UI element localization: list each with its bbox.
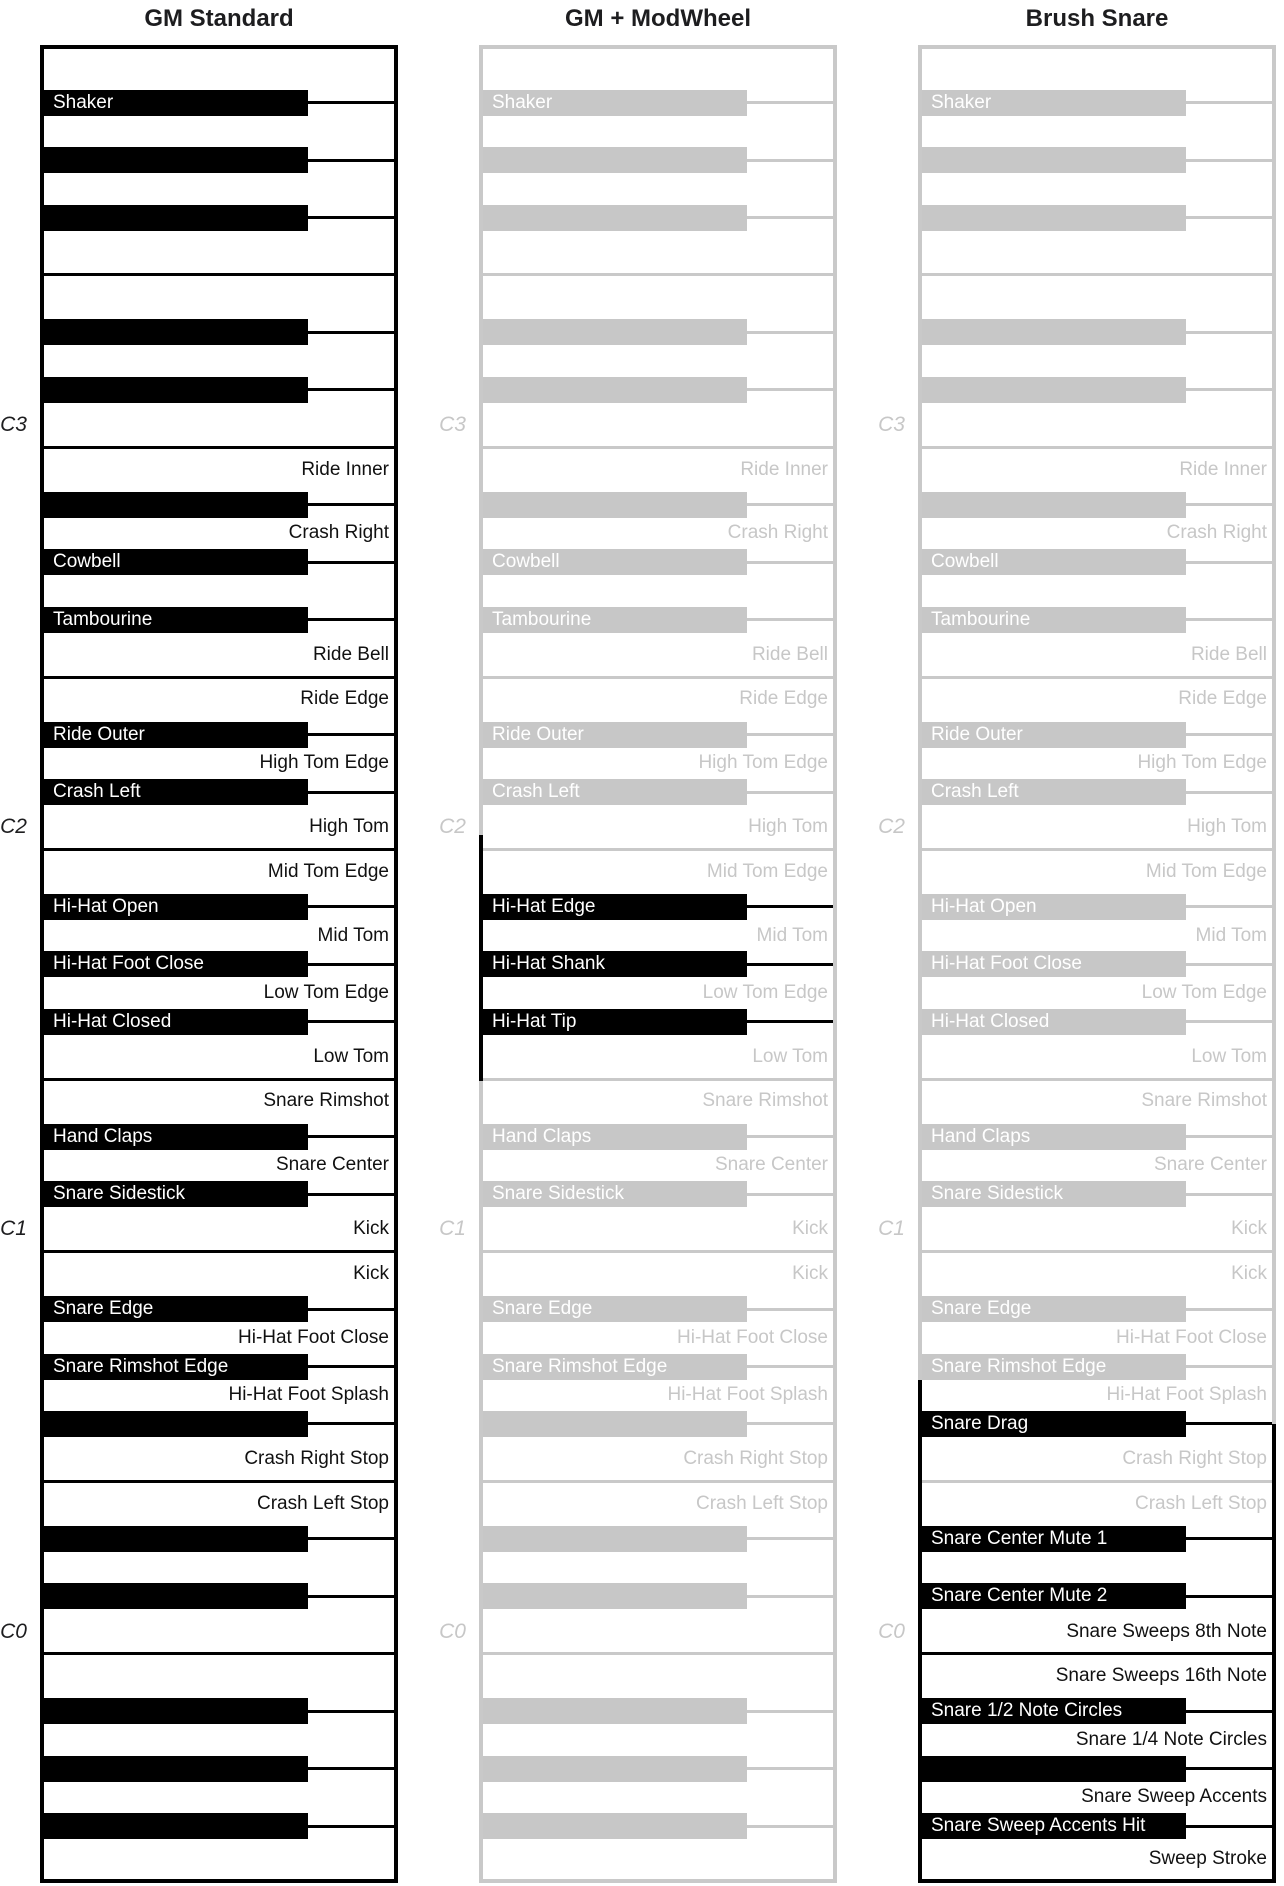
- gm-standard-black-key-label-C#1: Snare Sidestick: [53, 1183, 186, 1205]
- gm-standard-key-separator: [308, 1767, 394, 1770]
- gm-standard-white-key-label-B2: Ride Inner: [301, 458, 389, 480]
- brush-snare-key-separator: [1186, 905, 1272, 908]
- gm-standard-white-key-label-C2: High Tom: [309, 816, 389, 838]
- gm-standard-key-separator: [308, 1365, 394, 1368]
- brush-snare-octave-label-C0: C0: [878, 1619, 905, 1643]
- brush-snare-key-separator: [1186, 159, 1272, 162]
- brush-snare-black-key-label-F#0: Snare Drag: [931, 1412, 1029, 1434]
- gm-standard-key-separator: [308, 1422, 394, 1425]
- brush-snare-white-key-label-B0: Kick: [1231, 1262, 1267, 1284]
- brush-snare-key-separator: [1186, 1135, 1272, 1138]
- brush-snare-octave-line: [922, 1652, 1272, 1655]
- gm-modwheel-key-separator: [747, 1135, 833, 1138]
- brush-snare-white-key-label-G1: Low Tom Edge: [1141, 982, 1267, 1004]
- gm-modwheel-octave-label-C3: C3: [439, 413, 466, 437]
- gm-modwheel-black-key-A#2: [483, 492, 747, 518]
- gm-standard-black-key-label-C#2: Crash Left: [53, 781, 141, 802]
- gm-standard-black-key-label-D#1: Hand Claps: [53, 1125, 153, 1147]
- gm-standard-black-key-C#0: [44, 1583, 308, 1609]
- brush-snare-white-key-label-B2: Ride Inner: [1179, 458, 1267, 480]
- gm-modwheel-white-key-label-E1: Snare Rimshot: [702, 1090, 828, 1112]
- brush-snare-black-key-label-D#0: Snare Center Mute 1: [931, 1527, 1108, 1549]
- gm-modwheel-black-key-label-F#2: Tambourine: [492, 608, 592, 630]
- gm-modwheel-octave-label-C2: C2: [439, 815, 466, 839]
- gm-modwheel-key-separator: [747, 791, 833, 794]
- gm-modwheel-octave-line: [483, 848, 833, 851]
- brush-snare-octave-line: [922, 1078, 1272, 1081]
- brush-snare-white-key-label-C0: Snare Sweeps 8th Note: [1066, 1620, 1267, 1642]
- gm-modwheel-white-key-label-D2: High Tom Edge: [698, 752, 828, 774]
- brush-snare-black-key-label-A#3: Shaker: [931, 91, 992, 113]
- gm-standard-octave-label-C3: C3: [0, 413, 27, 437]
- gm-modwheel-black-key-D#0: [483, 1526, 747, 1552]
- brush-snare-white-key-label-A0: Hi-Hat Foot Close: [1116, 1326, 1267, 1348]
- gm-modwheel-white-key-label-A0: Hi-Hat Foot Close: [677, 1326, 828, 1348]
- brush-snare-white-key-label-B1: Mid Tom Edge: [1145, 860, 1267, 882]
- gm-modwheel-black-key-F#3: [483, 205, 747, 231]
- gm-modwheel-octave-line: [483, 1078, 833, 1081]
- brush-snare-white-key-label-A2: Crash Right: [1166, 522, 1267, 544]
- gm-modwheel-black-key-label-G#2: Cowbell: [492, 551, 560, 573]
- brush-snare-key-separator: [1186, 1825, 1272, 1828]
- gm-modwheel-white-key-label-D1: Snare Center: [714, 1154, 828, 1176]
- gm-standard-key-separator: [308, 1193, 394, 1196]
- gm-standard-white-key-label-E1: Snare Rimshot: [263, 1090, 389, 1112]
- gm-standard-key-separator: [308, 561, 394, 564]
- brush-snare-black-key-A#2: [922, 492, 1186, 518]
- gm-standard-black-key-G#3: [44, 147, 308, 173]
- column-header-gm-modwheel: GM + ModWheel: [565, 5, 751, 32]
- brush-snare-white-key-label-E1: Snare Rimshot: [1141, 1090, 1267, 1112]
- gm-modwheel-octave-label-C0: C0: [439, 1619, 466, 1643]
- keyboard-gm-modwheel: [439, 45, 837, 1883]
- gm-standard-key-separator: [308, 791, 394, 794]
- gm-modwheel-black-key-G#3: [483, 147, 747, 173]
- gm-standard-black-key-label-A#3: Shaker: [53, 91, 114, 113]
- gm-modwheel-black-key-label-G#0: Snare Rimshot Edge: [492, 1355, 668, 1377]
- gm-standard-black-key-F#0: [44, 1411, 308, 1437]
- gm-standard-white-key-label-E2: Ride Edge: [300, 688, 389, 710]
- keyboard-gm-standard: [0, 45, 398, 1883]
- brush-snare-black-key-label-A#1: Hi-Hat Open: [931, 895, 1037, 917]
- gm-standard-black-key-A#2: [44, 492, 308, 518]
- brush-snare-black-key-label-G#1: Hi-Hat Foot Close: [931, 953, 1082, 975]
- gm-standard-black-key-D#3: [44, 319, 308, 345]
- gm-standard-white-key-label-B1: Mid Tom Edge: [267, 860, 389, 882]
- keyboard-brush-snare: [878, 45, 1276, 1883]
- gm-standard-white-key-label-G0: Hi-Hat Foot Splash: [228, 1384, 389, 1406]
- brush-snare-key-separator: [1186, 1308, 1272, 1311]
- gm-modwheel-octave-label-C1: C1: [439, 1217, 466, 1241]
- gm-standard-octave-line: [44, 848, 394, 851]
- brush-snare-white-key-label-A-1: Snare 1/4 Note Circles: [1075, 1728, 1267, 1750]
- gm-standard-key-separator: [308, 1308, 394, 1311]
- gm-modwheel-key-separator: [747, 503, 833, 506]
- brush-snare-black-key-label-C#1: Snare Sidestick: [931, 1183, 1064, 1205]
- gm-standard-key-separator: [308, 963, 394, 966]
- brush-snare-black-key-G#3: [922, 147, 1186, 173]
- gm-modwheel-white-key-label-E0: Crash Left Stop: [695, 1492, 828, 1514]
- gm-standard-key-separator: [308, 1537, 394, 1540]
- brush-snare-white-key-label-F1: Low Tom: [1191, 1046, 1267, 1068]
- brush-snare-octave-line: [922, 676, 1272, 679]
- gm-standard-octave-line: [44, 1480, 394, 1483]
- gm-modwheel-black-key-label-C#1: Snare Sidestick: [492, 1183, 625, 1205]
- brush-snare-key-separator: [1186, 1020, 1272, 1023]
- gm-modwheel-key-separator: [747, 963, 833, 966]
- gm-modwheel-key-separator: [747, 331, 833, 334]
- brush-snare-key-separator: [1186, 216, 1272, 219]
- gm-standard-white-key-label-A2: Crash Right: [288, 522, 389, 544]
- gm-modwheel-octave-line: [483, 1652, 833, 1655]
- gm-standard-white-key-label-F0: Crash Right Stop: [244, 1448, 389, 1470]
- gm-modwheel-key-separator: [747, 905, 833, 908]
- brush-snare-key-separator: [1186, 1710, 1272, 1713]
- gm-standard-black-key-label-G#2: Cowbell: [53, 551, 121, 573]
- brush-snare-octave-line: [922, 848, 1272, 851]
- brush-snare-black-key-label-D#1: Hand Claps: [931, 1125, 1031, 1147]
- brush-snare-key-separator: [1186, 561, 1272, 564]
- gm-standard-octave-line: [44, 273, 394, 276]
- gm-standard-octave-line: [44, 1652, 394, 1655]
- gm-standard-white-key-label-C1: Kick: [353, 1218, 389, 1240]
- gm-standard-white-key-label-D1: Snare Center: [275, 1154, 389, 1176]
- gm-modwheel-key-separator: [747, 1710, 833, 1713]
- gm-modwheel-white-key-label-B0: Kick: [792, 1262, 828, 1284]
- brush-snare-white-key-label-G0: Hi-Hat Foot Splash: [1106, 1384, 1267, 1406]
- column-gm-modwheel: [439, 0, 837, 1886]
- gm-modwheel-keyboard-border-accent: [479, 835, 483, 1081]
- brush-snare-black-key-label-C#0: Snare Center Mute 2: [931, 1585, 1108, 1607]
- gm-standard-black-key-F#3: [44, 205, 308, 231]
- gm-standard-key-separator: [308, 905, 394, 908]
- brush-snare-octave-line: [922, 273, 1272, 276]
- gm-standard-keyboard-border-right: [394, 45, 398, 1883]
- gm-modwheel-key-separator: [747, 1422, 833, 1425]
- gm-modwheel-key-separator: [747, 733, 833, 736]
- brush-snare-white-key-label-B-1: Snare Sweeps 16th Note: [1055, 1664, 1267, 1686]
- gm-modwheel-black-key-A#-1: [483, 1698, 747, 1724]
- gm-modwheel-black-key-F#0: [483, 1411, 747, 1437]
- gm-standard-keyboard-border-left: [40, 45, 44, 1883]
- brush-snare-white-key-label-F2: Ride Bell: [1190, 643, 1267, 665]
- gm-modwheel-octave-line: [483, 273, 833, 276]
- column-header-gm-standard: GM Standard: [144, 5, 294, 32]
- brush-snare-key-separator: [1186, 1537, 1272, 1540]
- brush-snare-black-key-label-D#2: Ride Outer: [931, 723, 1023, 745]
- gm-modwheel-white-key-label-G1: Low Tom Edge: [702, 982, 828, 1004]
- gm-standard-white-key-label-F2: Ride Bell: [312, 643, 389, 665]
- gm-standard-key-separator: [308, 1710, 394, 1713]
- gm-standard-black-key-label-F#2: Tambourine: [53, 608, 153, 630]
- gm-modwheel-key-separator: [747, 1020, 833, 1023]
- gm-standard-black-key-A#-1: [44, 1698, 308, 1724]
- gm-modwheel-white-key-label-B1: Mid Tom Edge: [706, 860, 828, 882]
- brush-snare-key-separator: [1186, 963, 1272, 966]
- brush-snare-black-key-label-A#0: Snare Edge: [931, 1298, 1032, 1320]
- gm-modwheel-key-separator: [747, 101, 833, 104]
- gm-standard-key-separator: [308, 503, 394, 506]
- gm-standard-black-key-label-A#0: Snare Edge: [53, 1298, 154, 1320]
- gm-modwheel-white-key-label-C2: High Tom: [748, 816, 828, 838]
- gm-standard-octave-line: [44, 1078, 394, 1081]
- brush-snare-keyboard-border-accent: [918, 1380, 922, 1883]
- gm-modwheel-white-key-label-E2: Ride Edge: [739, 688, 828, 710]
- gm-modwheel-white-key-label-A1: Mid Tom: [756, 924, 828, 946]
- gm-modwheel-key-separator: [747, 1537, 833, 1540]
- brush-snare-white-key-label-F0: Crash Right Stop: [1122, 1448, 1267, 1470]
- gm-modwheel-octave-line: [483, 676, 833, 679]
- gm-modwheel-keyboard-border-right: [833, 45, 837, 1883]
- gm-modwheel-white-key-label-F2: Ride Bell: [751, 643, 828, 665]
- brush-snare-key-separator: [1186, 1193, 1272, 1196]
- gm-standard-octave-label-C2: C2: [0, 815, 27, 839]
- gm-modwheel-key-separator: [747, 1365, 833, 1368]
- gm-standard-key-separator: [308, 733, 394, 736]
- gm-standard-black-key-G#-1: [44, 1756, 308, 1782]
- gm-standard-white-key-label-A1: Mid Tom: [317, 924, 389, 946]
- brush-snare-white-key-label-A1: Mid Tom: [1195, 924, 1267, 946]
- gm-modwheel-key-separator: [747, 1595, 833, 1598]
- brush-snare-white-key-label-G-1: Snare Sweep Accents: [1081, 1786, 1267, 1808]
- gm-standard-key-separator: [308, 101, 394, 104]
- brush-snare-black-key-label-F#1: Hi-Hat Closed: [931, 1010, 1050, 1032]
- gm-modwheel-key-separator: [747, 216, 833, 219]
- gm-modwheel-keyboard-border-bottom: [479, 1879, 837, 1883]
- gm-modwheel-white-key-label-C1: Kick: [792, 1218, 828, 1240]
- gm-modwheel-white-key-label-F1: Low Tom: [752, 1046, 828, 1068]
- brush-snare-key-separator: [1186, 503, 1272, 506]
- gm-standard-keyboard-border-bottom: [40, 1879, 398, 1883]
- brush-snare-white-key-label-C1: Kick: [1231, 1218, 1267, 1240]
- brush-snare-keyboard-border-accent: [918, 1879, 1276, 1883]
- gm-modwheel-black-key-label-C#2: Crash Left: [492, 781, 580, 802]
- gm-standard-black-key-D#0: [44, 1526, 308, 1552]
- brush-snare-keyboard-border-accent: [1272, 1424, 1276, 1883]
- brush-snare-white-key-label-C2: High Tom: [1187, 816, 1267, 838]
- brush-snare-key-separator: [1186, 1365, 1272, 1368]
- gm-standard-key-separator: [308, 1595, 394, 1598]
- gm-standard-key-separator: [308, 1825, 394, 1828]
- brush-snare-white-key-label-F-1: Sweep Stroke: [1148, 1848, 1267, 1870]
- brush-snare-white-key-label-D2: High Tom Edge: [1137, 752, 1267, 774]
- gm-modwheel-black-key-label-A#3: Shaker: [492, 91, 553, 113]
- gm-modwheel-key-separator: [747, 388, 833, 391]
- gm-modwheel-white-key-label-B2: Ride Inner: [740, 458, 828, 480]
- gm-modwheel-key-separator: [747, 1767, 833, 1770]
- gm-modwheel-black-key-C#3: [483, 377, 747, 403]
- column-brush-snare: [878, 0, 1276, 1886]
- brush-snare-black-key-label-A#-1: Snare 1/2 Note Circles: [931, 1700, 1123, 1722]
- gm-standard-octave-line: [44, 446, 394, 449]
- brush-snare-octave-label-C2: C2: [878, 815, 905, 839]
- gm-standard-black-key-label-G#1: Hi-Hat Foot Close: [53, 953, 204, 975]
- brush-snare-octave-line: [922, 446, 1272, 449]
- brush-snare-octave-label-C1: C1: [878, 1217, 905, 1241]
- gm-standard-octave-label-C1: C1: [0, 1217, 27, 1241]
- brush-snare-octave-line: [922, 1250, 1272, 1253]
- brush-snare-black-key-F#3: [922, 205, 1186, 231]
- gm-standard-key-separator: [308, 159, 394, 162]
- brush-snare-black-key-G#-1: [922, 1756, 1186, 1782]
- gm-modwheel-black-key-label-G#1: Hi-Hat Shank: [492, 953, 605, 975]
- gm-standard-white-key-label-G1: Low Tom Edge: [263, 982, 389, 1004]
- brush-snare-octave-line: [922, 1480, 1272, 1483]
- gm-modwheel-key-separator: [747, 1308, 833, 1311]
- gm-standard-octave-line: [44, 676, 394, 679]
- column-gm-standard: [0, 0, 398, 1886]
- gm-standard-black-key-label-D#2: Ride Outer: [53, 723, 145, 745]
- brush-snare-white-key-label-E0: Crash Left Stop: [1134, 1492, 1267, 1514]
- gm-standard-black-key-label-A#1: Hi-Hat Open: [53, 895, 159, 917]
- brush-snare-key-separator: [1186, 1595, 1272, 1598]
- brush-snare-white-key-label-E2: Ride Edge: [1178, 688, 1267, 710]
- gm-modwheel-white-key-label-A2: Crash Right: [727, 522, 828, 544]
- gm-modwheel-key-separator: [747, 1825, 833, 1828]
- gm-modwheel-white-key-label-F0: Crash Right Stop: [683, 1448, 828, 1470]
- gm-modwheel-white-key-label-G0: Hi-Hat Foot Splash: [667, 1384, 828, 1406]
- brush-snare-key-separator: [1186, 791, 1272, 794]
- gm-standard-octave-label-C0: C0: [0, 1619, 27, 1643]
- gm-modwheel-key-separator: [747, 1193, 833, 1196]
- gm-modwheel-octave-line: [483, 1480, 833, 1483]
- gm-standard-black-key-C#3: [44, 377, 308, 403]
- gm-modwheel-black-key-D#3: [483, 319, 747, 345]
- brush-snare-black-key-D#3: [922, 319, 1186, 345]
- brush-snare-black-key-label-C#2: Crash Left: [931, 781, 1019, 802]
- gm-modwheel-black-key-G#-1: [483, 1756, 747, 1782]
- gm-modwheel-black-key-C#0: [483, 1583, 747, 1609]
- gm-standard-key-separator: [308, 331, 394, 334]
- gm-modwheel-key-separator: [747, 561, 833, 564]
- gm-standard-key-separator: [308, 618, 394, 621]
- gm-standard-black-key-label-G#0: Snare Rimshot Edge: [53, 1355, 229, 1377]
- gm-standard-black-key-F#-1: [44, 1813, 308, 1839]
- brush-snare-black-key-label-F#2: Tambourine: [931, 608, 1031, 630]
- brush-snare-octave-label-C3: C3: [878, 413, 905, 437]
- brush-snare-key-separator: [1186, 1767, 1272, 1770]
- gm-modwheel-key-separator: [747, 159, 833, 162]
- brush-snare-black-key-label-G#2: Cowbell: [931, 551, 999, 573]
- brush-snare-key-separator: [1186, 1422, 1272, 1425]
- gm-modwheel-octave-line: [483, 1250, 833, 1253]
- gm-standard-black-key-label-F#1: Hi-Hat Closed: [53, 1010, 172, 1032]
- gm-standard-key-separator: [308, 1135, 394, 1138]
- gm-modwheel-keyboard-border-top: [479, 45, 837, 49]
- brush-snare-black-key-label-G#0: Snare Rimshot Edge: [931, 1355, 1107, 1377]
- gm-standard-white-key-label-B0: Kick: [353, 1262, 389, 1284]
- gm-modwheel-octave-line: [483, 446, 833, 449]
- brush-snare-key-separator: [1186, 101, 1272, 104]
- gm-standard-key-separator: [308, 216, 394, 219]
- gm-standard-white-key-label-A0: Hi-Hat Foot Close: [238, 1326, 389, 1348]
- brush-snare-key-separator: [1186, 733, 1272, 736]
- gm-modwheel-black-key-label-F#1: Hi-Hat Tip: [492, 1010, 577, 1032]
- gm-modwheel-black-key-label-A#1: Hi-Hat Edge: [492, 895, 596, 917]
- gm-standard-keyboard-border-top: [40, 45, 398, 49]
- gm-standard-white-key-label-D2: High Tom Edge: [259, 752, 389, 774]
- gm-modwheel-black-key-F#-1: [483, 1813, 747, 1839]
- brush-snare-black-key-label-F#-1: Snare Sweep Accents Hit: [931, 1815, 1146, 1837]
- gm-modwheel-black-key-label-D#2: Ride Outer: [492, 723, 584, 745]
- gm-modwheel-key-separator: [747, 618, 833, 621]
- gm-modwheel-black-key-label-D#1: Hand Claps: [492, 1125, 592, 1147]
- brush-snare-black-key-C#3: [922, 377, 1186, 403]
- column-header-brush-snare: Brush Snare: [1025, 5, 1169, 32]
- brush-snare-key-separator: [1186, 331, 1272, 334]
- gm-standard-white-key-label-E0: Crash Left Stop: [256, 1492, 389, 1514]
- brush-snare-key-separator: [1186, 618, 1272, 621]
- brush-snare-white-key-label-D1: Snare Center: [1153, 1154, 1267, 1176]
- gm-standard-key-separator: [308, 388, 394, 391]
- gm-modwheel-black-key-label-A#0: Snare Edge: [492, 1298, 593, 1320]
- brush-snare-key-separator: [1186, 388, 1272, 391]
- gm-standard-octave-line: [44, 1250, 394, 1253]
- brush-snare-keyboard-border-top: [918, 45, 1276, 49]
- gm-standard-white-key-label-F1: Low Tom: [313, 1046, 389, 1068]
- gm-standard-key-separator: [308, 1020, 394, 1023]
